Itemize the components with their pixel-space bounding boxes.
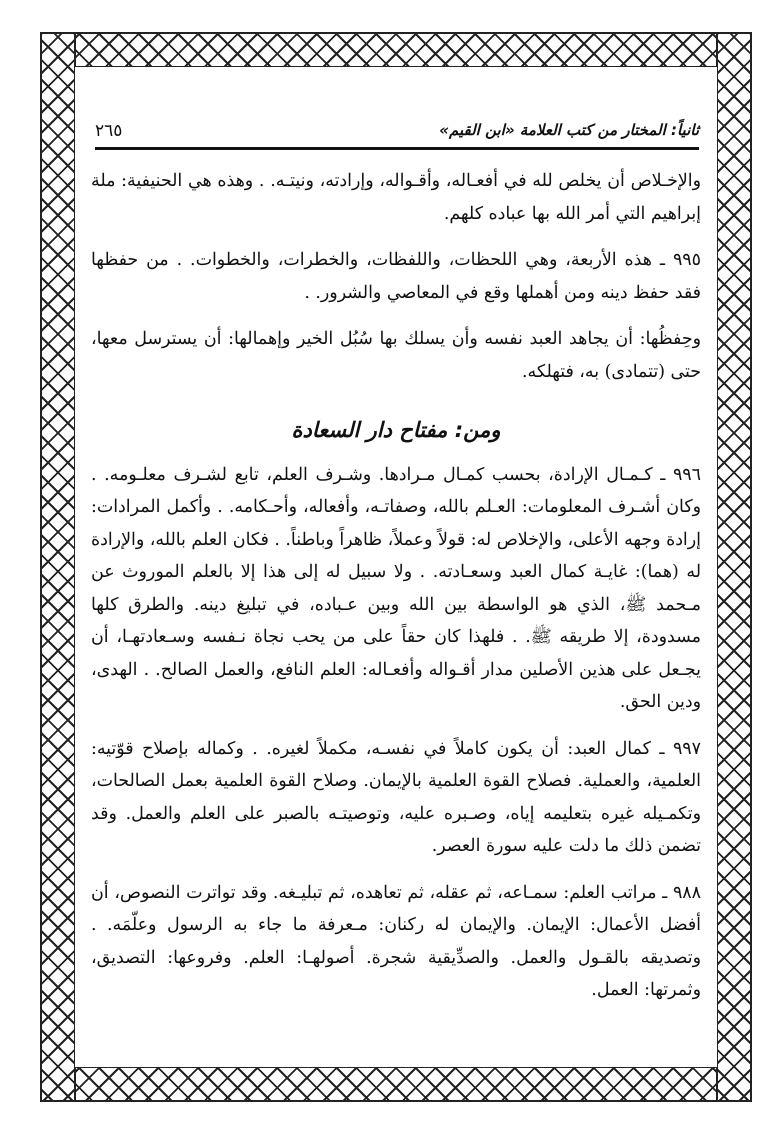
running-title: ثانياً: المختار من كتب العلامة «ابن القيم» (439, 121, 699, 139)
paragraph-995: ٩٩٥ ـ هذه الأربعة، وهي اللحظات، واللفظات، والخطرات، والخطوات. . من حفظها فقد حفظ دينه ومن أهملها وقع في المعاصي والشرور. . (91, 250, 701, 303)
paragraph-hifz: وحِفظُها: أن يجاهد العبد نفسه وأن يسلك بها سُبُل الخير وإهمالها: أن يسترسل معها، حتى (تتمادى) به، فتهلكه. (91, 329, 701, 382)
decorative-border-frame (40, 32, 752, 1102)
page-content (74, 66, 718, 1068)
body-text (91, 165, 701, 1021)
border-top (40, 32, 752, 68)
paragraph-988: ٩٨٨ ـ مراتب العلم: سمـاعه، ثم عقله، ثم تعاهده، ثم تبليـغه. وقد تواترت النصوص، أن أفضل الأعمال: الإيمان. والإيمان له ركنان: مـعرفة ما جاء به الرسول وعلّمَه. . وتصديقه بالقـول والعمل. والصدِّيقية شجرة. أصولهـا: العلم. وفروعها: التصديق، وثمرتها: العمل. (91, 882, 701, 1000)
paragraph-ikhlas: والإخـلاص أن يخلص لله في أفعـاله، وأقـواله، وإرادته، ونيتـه. . وهذه هي الحنيفية: ملة إبراهيم التي أمر الله بها عباده كلهم. (91, 171, 701, 224)
border-bottom (40, 1066, 752, 1102)
border-left (40, 32, 76, 1102)
paragraph-997: ٩٩٧ ـ كمال العبد: أن يكون كاملاً في نفسـه، مكملاً لغيره. . وكماله بإصلاح قوّتيه: العلمية، والعملية. فصلاح القوة العلمية بالإيمان. وصلاح القوة العلمية بعمل الصالحات، وتكمـيله غيره بتعليمه إياه، وصـبره عليه، وتوصيتـه بالصبر على العلم والعمل. وقد تضمن ذلك ما دلت عليه سورة العصر. (91, 738, 701, 856)
border-right (716, 32, 752, 1102)
paragraph-996: ٩٩٦ ـ كـمـال الإرادة، بحسب كمـال مـرادها. وشـرف العلم، تابع لشـرف معلـومه. . وكان أشـرف المعلومات: العـلم بالله، وصفاتـه، وأفعاله، وأحـكامه. . وأكمل المرادات: إرادة وجهه الأعلى، والإخلاص له: قولاً وعملاً، ظاهراً وباطناً. . فكان العلم بالله، والإرادة له (هما): غايـة كمال العبد وسعـادته. . ولا سبيل له إلى هذا إلا بالعلم الموروث عن مـحمد ﷺ، الذي هو الواسطة بين الله وبين عـباده، في تبليغ دينه. والطرق كلها مسدودة، إلا طريقه ﷺ. . فلهذا كان حقاً على من يحب نجاة نـفسه وسـعادتهـا، أن يجـعل على هذين الأصلين مدار أقـواله وأفعـاله: العلم النافع، والعمل الصالح. . الهدى، ودين الحق. (91, 464, 701, 712)
section-heading: ومن: مفتاح دار السعادة (291, 418, 501, 442)
page-number: ٢٦٥ (95, 121, 123, 141)
page-header (95, 119, 699, 150)
